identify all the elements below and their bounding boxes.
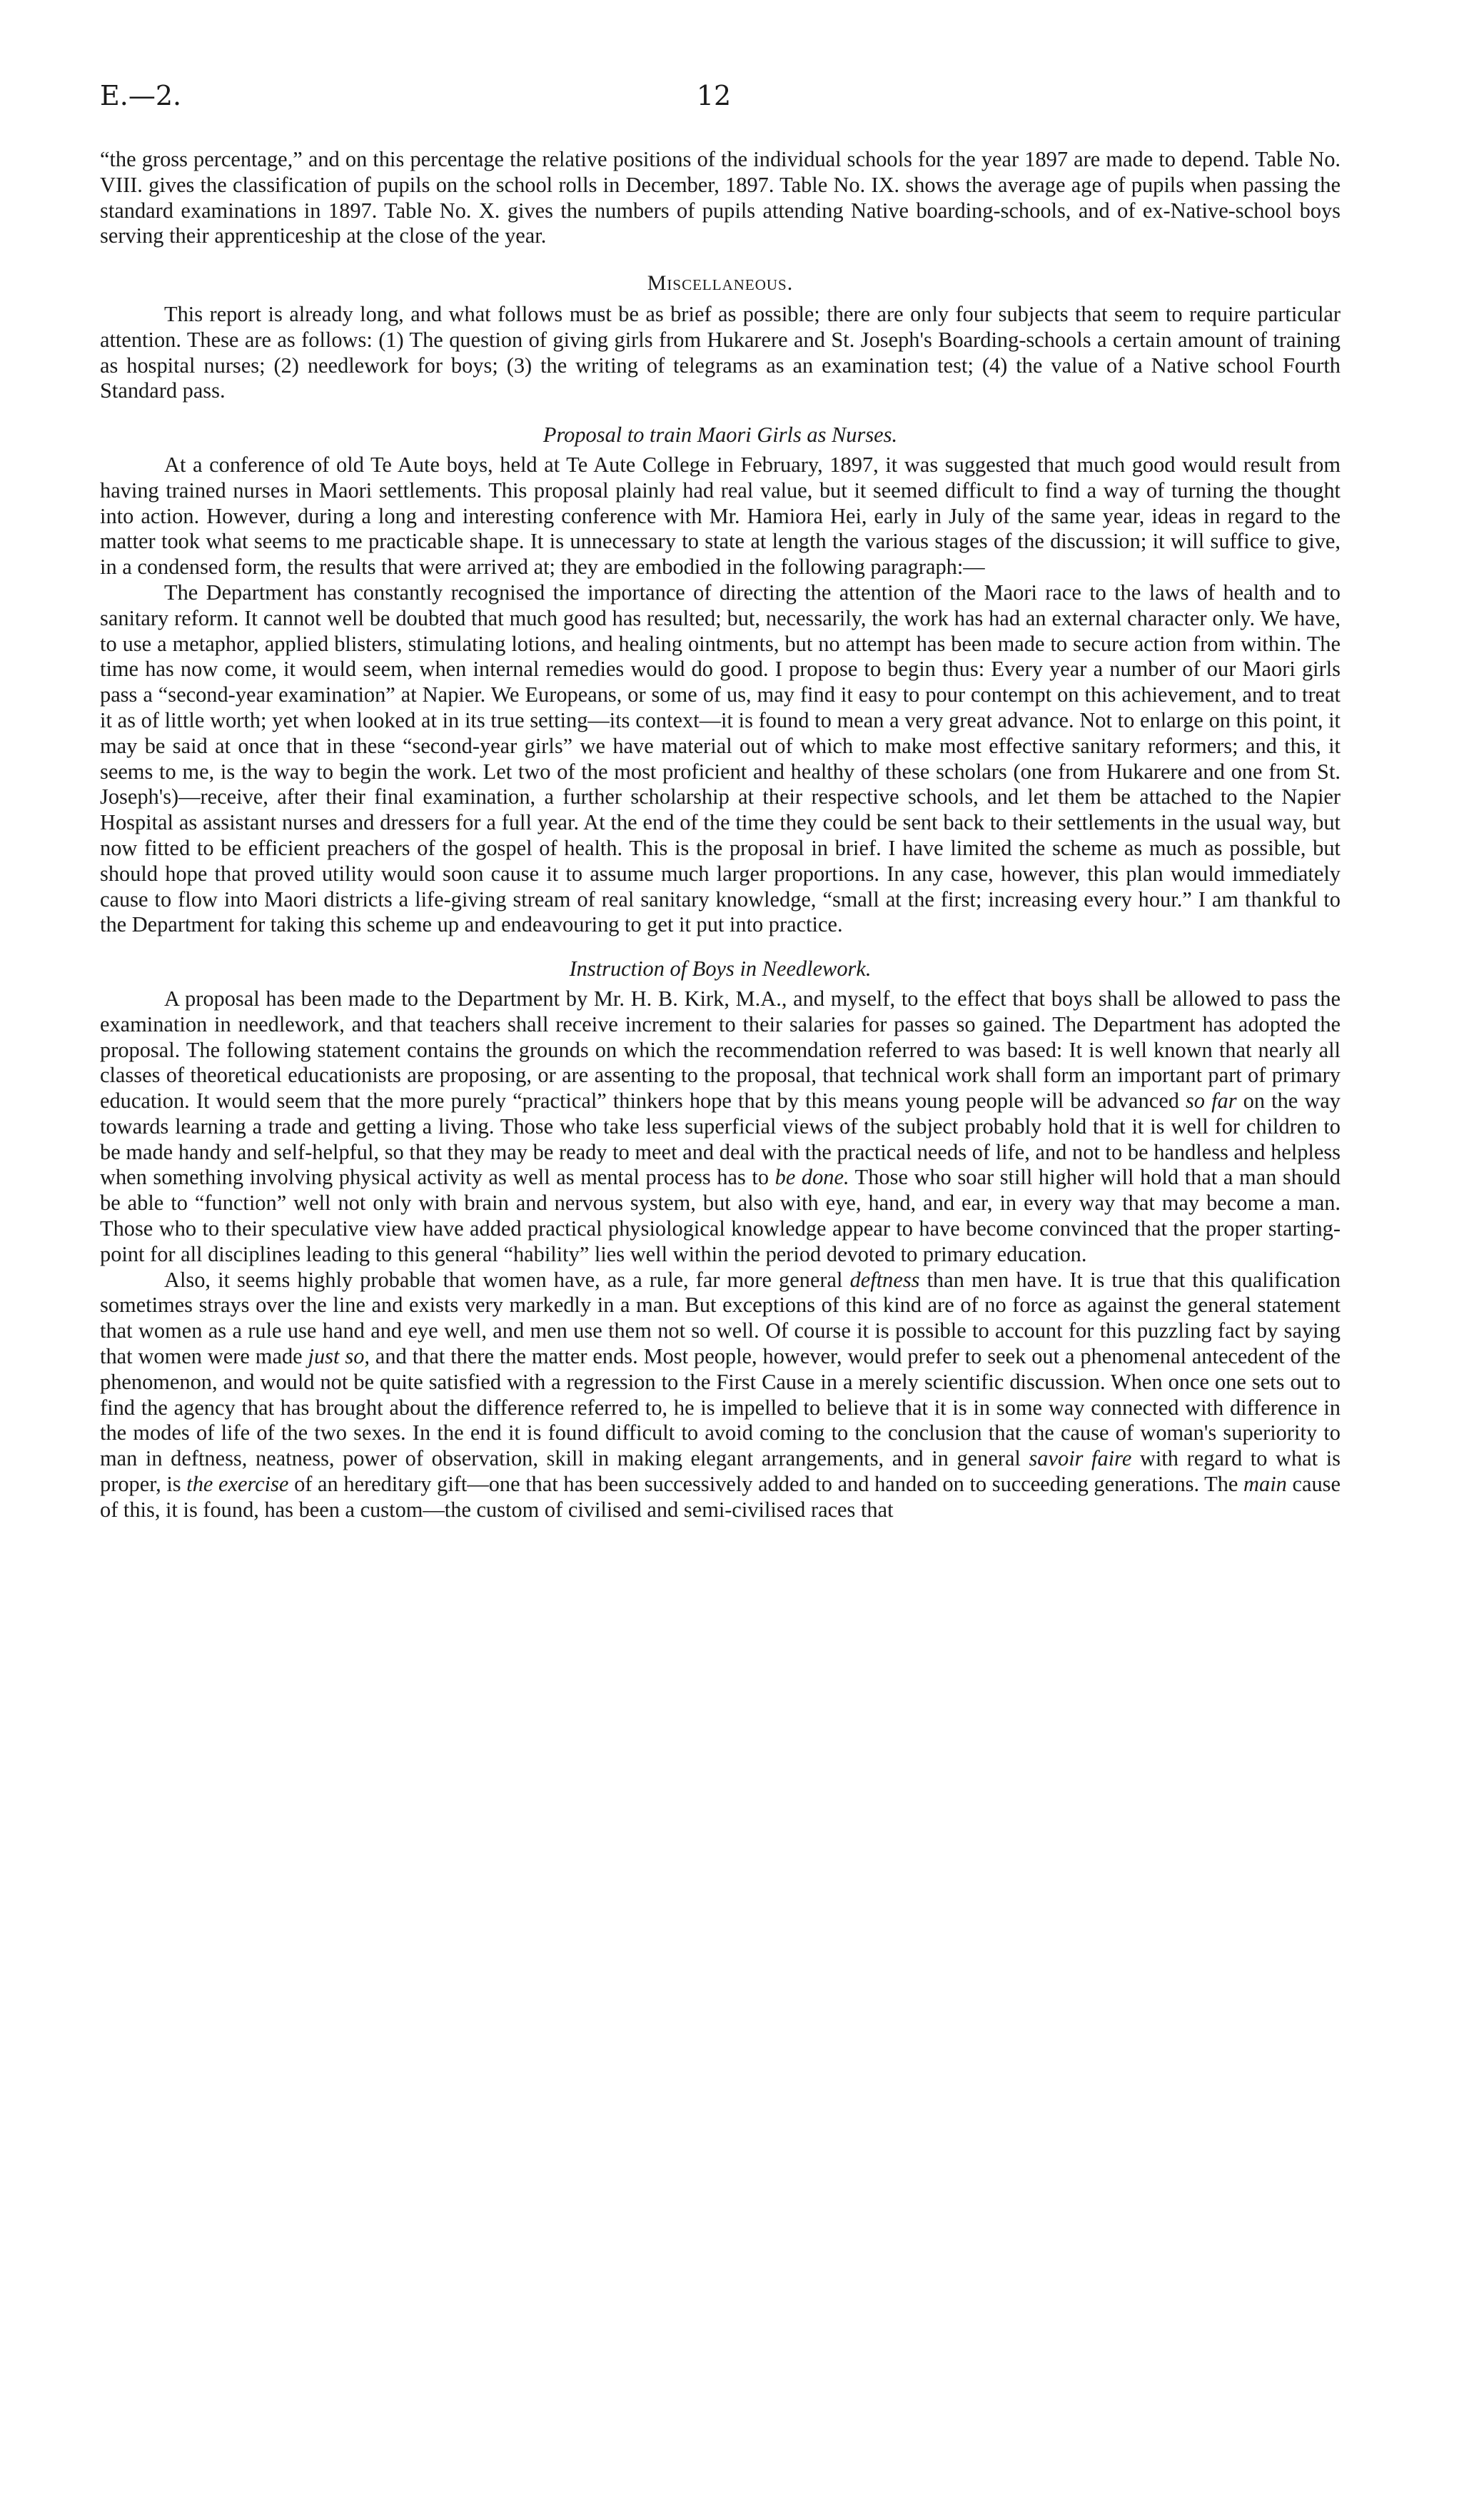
emphasis: deftness — [849, 1267, 920, 1292]
nurses-paragraph-1: At a conference of old Te Aute boys, held at Te Aute College in February, 1897, it was suggested that much good would result from having trained nurses in Maori settlements. This proposal plainly had real value, but it seemed difficult to find a way of turning the thought into action. However, during a long and interesting conference with Mr. Hamiora Hei, early in July of the same year, ideas in regard to the matter took what seems to me practicable shape. It is unnecessary to state at length the various stages of the discussion; it will suffice to give, in a condensed form, the results that were arrived at; they are embodied in the following paragraph:— — [100, 452, 1341, 580]
emphasis: the exercise — [186, 1472, 289, 1497]
text-run: A proposal has been made to the Department by Mr. H. B. Kirk, M.A., and myself, to the effect that boys shall be allowed to pass the examination in needlework, and that teachers shall receive increment to their salaries for passes so gained. The Department has adopted the proposal. The following statement contains the grounds on which the recommendation referred to was based: It is well known that nearly all classes of theoretical educationists are proposing, or are assenting to the proposal, that technical work shall form an important part of primary education. It would seem that the more purely “practical” thinkers hope that by this means young people will be advanced — [100, 986, 1341, 1114]
page-header — [100, 80, 1328, 123]
emphasis: savoir faire — [1029, 1446, 1132, 1471]
page-number: 12 — [696, 80, 732, 111]
needlework-paragraph-2 — [100, 1268, 1341, 1523]
needlework-heading: Instruction of Boys in Needlework. — [569, 956, 872, 981]
emphasis: just so, — [308, 1344, 370, 1369]
report-code: E.—2. — [100, 80, 182, 111]
text-run: Those who soar still higher will hold that a man should be able to “function” well not only with brain and nervous system, but also with eye, hand, and ear, in every way that may become a man. Those who to their speculative view have added practical physiological knowledge appear to have become convinced that the proper starting-point for all disciplines leading to this general “hability” lies well within the period devoted to primary education. — [100, 1165, 1341, 1266]
text-run: of an hereditary gift—one that has been successively added to and handed on to succeeding generations. The — [294, 1472, 1238, 1497]
nurses-heading: Proposal to train Maori Girls as Nurses. — [542, 423, 898, 448]
text-run: cause of this, it is found, has been a custom—the custom of civilised and semi-civilised races that — [100, 1472, 1341, 1522]
needlework-paragraph-1 — [100, 986, 1341, 1268]
emphasis: be done. — [774, 1165, 849, 1190]
page-body — [100, 147, 1341, 1523]
miscellaneous-paragraph: This report is already long, and what follows must be as brief as possible; there are only four subjects that seem to require particular attention. These are as follows: (1) The question of giving girls from Hukarere and St. Joseph's Boarding-schools a certain amount of training as hospital nurses; (2) needlework for boys; (3) the writing of telegrams as an examination test; (4) the value of a Native school Fourth Standard pass. — [100, 301, 1341, 403]
text-run: Also, it seems highly probable that women have, as a rule, far more general — [164, 1267, 843, 1292]
miscellaneous-heading: Miscellaneous. — [647, 271, 794, 296]
emphasis: so far — [1185, 1089, 1237, 1114]
text-run: on the way towards learning a trade and getting a living. Those who take less superficial views of the subject probably hold that it is well for children to be made handy and self-helpful, so that they may be ready to meet and deal with the practical needs of life, and not to be handless and helpless when something involving physical activity as well as mental process has to — [100, 1089, 1341, 1190]
nurses-paragraph-2: The Department has constantly recognised the importance of directing the attention of the Maori race to the laws of health and to sanitary reform. It cannot well be doubted that much good has resulted; but, necessarily, the work has had an external character only. We have, to use a metaphor, applied blisters, stimulating lotions, and healing ointments, but no attempt has been made to secure action from within. The time has now come, it would seem, when internal remedies would do good. I propose to begin thus: Every year a number of our Maori girls pass a “second-year examination” at Napier. We Europeans, or some of us, may find it easy to pour contempt on this achievement, and to treat it as of little worth; yet when looked at in its true setting—its context—it is found to mean a very great advance. Not to enlarge on this point, it may be said at once that in these “second-year girls” we have material out of which to make most effective sanitary reformers; and this, it seems to me, is the way to begin the work. Let two of the most proficient and healthy of these scholars (one from Hukarere and one from St. Joseph's)—receive, after their final examination, a further scholarship at their respective schools, and let them be attached to the Napier Hospital as assistant nurses and dressers for a full year. At the end of the time they could be sent back to their settlements in the usual way, but now fitted to be efficient preachers of the gospel of health. This is the proposal in brief. I have limited the scheme as much as possible, but should hope that proved utility would soon cause it to assume much larger proportions. In any case, however, this plan would immediately cause to flow into Maori districts a life-giving stream of real sanitary knowledge, “small at the first; increasing every hour.” I am thankful to the Department for taking this scheme up and endeavouring to get it put into practice. — [100, 580, 1341, 937]
text-run: with regard to what is proper, is — [100, 1446, 1341, 1497]
text-run: and that there the matter ends. Most people, however, would prefer to seek out a phenomenal antecedent of the phenomenon, and would not be quite satisfied with a regression to the First Cause in a merely scientific discussion. When once one sets out to find the agency that has brought about the difference referred to, he is impelled to believe that it is in some way connected with difference in the modes of life of the two sexes. In the end it is found difficult to avoid coming to the conclusion that the cause of woman's superiority to man in deftness, neatness, power of observation, skill in making elegant arrangements, and in general — [100, 1344, 1341, 1471]
text-run: than men have. It is true that this qualification sometimes strays over the line and exists very markedly in a man. But exceptions of this kind are of no force as against the general statement that women as a rule use hand and eye well, and men use them not so well. Of course it is possible to account for this puzzling fact by saying that women were made — [100, 1267, 1341, 1369]
intro-paragraph: “the gross percentage,” and on this percentage the relative positions of the individual schools for the year 1897 are made to depend. Table No. VIII. gives the classification of pupils on the school rolls in December, 1897. Table No. IX. shows the average age of pupils when passing the standard examinations in 1897. Table No. X. gives the numbers of pupils attending Native boarding-schools, and of ex-Native-school boys serving their apprenticeship at the close of the year. — [100, 147, 1341, 248]
emphasis: main — [1243, 1472, 1287, 1497]
